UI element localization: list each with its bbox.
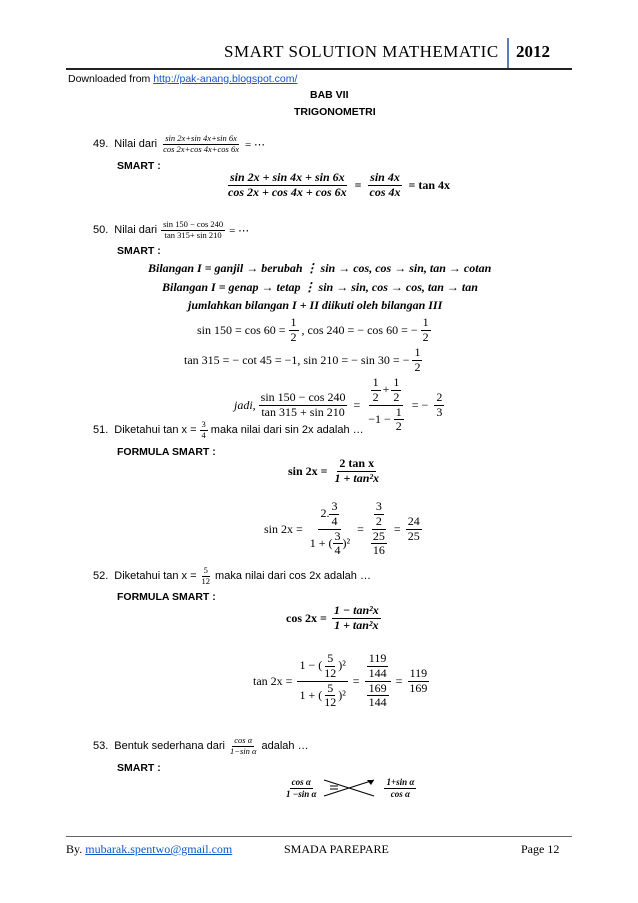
- q50-half-1-den: 2: [290, 329, 297, 344]
- blog-link[interactable]: http://pak-anang.blogspot.com/: [153, 73, 298, 85]
- q51-calc-num-frac-num: 3: [331, 499, 338, 513]
- q52-mid-bot-den: 144: [368, 695, 387, 710]
- q52-formula-label: FORMULA SMART :: [117, 591, 216, 603]
- q49-tail: = ⋯: [245, 138, 265, 151]
- q52-calc-num-frac-den: 12: [324, 665, 337, 680]
- q50-line1-b: , cos 240 = − cos 60 = −: [301, 322, 418, 337]
- q51-formula-den: 1 + tan²x: [334, 470, 379, 485]
- q52-mid-den: [365, 682, 391, 711]
- q52-formula-num: 1 − tan²x: [333, 603, 379, 617]
- q50-half-3-den: 2: [414, 359, 421, 374]
- footer-page: Page 12: [521, 842, 560, 856]
- q49-mid-num: sin 4x: [370, 170, 400, 184]
- q50-fraction: [161, 220, 225, 241]
- q49-text: Nilai dari: [114, 138, 158, 151]
- q51-mid-num-frac-den: 2: [375, 513, 382, 528]
- q50-half-4-den: 2: [372, 389, 379, 404]
- q50-half-6-num: 1: [395, 404, 402, 419]
- q50-half-5: [391, 376, 401, 405]
- q51-mid-num-frac-num: 3: [375, 499, 382, 513]
- q49-smart-label: SMART :: [117, 160, 161, 172]
- q52-calc-den-frac: [322, 682, 338, 711]
- cross-arrow-icon: [322, 775, 380, 801]
- q51-formula-fraction: [333, 457, 381, 486]
- q51-prompt: [93, 420, 364, 441]
- footer-email-link[interactable]: mubarak.spentwo@gmail.com: [85, 842, 233, 856]
- q51-calc-num-frac: [329, 500, 339, 529]
- q52-formula-den: 1 + tan²x: [334, 617, 379, 632]
- chapter-topic: TRIGONOMETRI: [294, 106, 376, 118]
- footer-by: By.: [66, 842, 86, 856]
- q52-given-fraction: [200, 566, 213, 587]
- q52-formula: [286, 604, 381, 633]
- q51-calc-left: sin 2x =: [264, 521, 303, 536]
- q49-result: = tan 4x: [408, 177, 451, 192]
- q50-rule-2: Bilangan I = genap → tetap ⋮ sin → sin, cos → cos, tan → tan: [162, 280, 478, 294]
- q51-mid-num-frac: [374, 500, 384, 529]
- q52-mid-top-frac: [367, 652, 389, 681]
- q52-formula-left: cos 2x =: [286, 610, 327, 625]
- q52-calc-den-frac-den: 12: [324, 695, 337, 710]
- q51-calc-den-frac: [333, 530, 343, 559]
- q50-jadi-num: sin 150 − cos 240: [260, 389, 346, 404]
- q53-text-a: Bentuk sederhana dari: [114, 740, 225, 753]
- q50-jadi-den: tan 315 + sin 210: [261, 404, 345, 419]
- q52-result-den: 169: [409, 680, 428, 695]
- q51-result-num: 24: [407, 513, 420, 528]
- q51-result-den: 25: [407, 528, 420, 543]
- q50-half-5-den: 2: [393, 389, 400, 404]
- q52-mid-num: [365, 652, 391, 682]
- q50-line-1: [197, 316, 431, 345]
- q50-number: 50.: [93, 224, 109, 237]
- q49-mid-fraction: [368, 171, 403, 200]
- q50-jadi: jadi, $\frac{\sin 150 - \cos 240}{\tan 315 + \sin 210}$ = $\frac{1}{2}$ + $\frac{1}{2}$ −1 − $\frac{1}{2}$ = − $\frac{2}{3}$: [234, 375, 443, 434]
- q50-line-2: [184, 346, 422, 375]
- q52-calc-num: 1 − ( $\frac{5}{12}$ )²: [299, 651, 346, 680]
- q52-text-a: Diketahui tan x =: [114, 570, 197, 583]
- q51-calc-den-frac-num: 3: [334, 528, 341, 543]
- q50-tail: = ⋯: [229, 224, 250, 237]
- q52-mid-bot-frac: [367, 682, 389, 711]
- q50-compound-num: $\frac{1}{2}$ + $\frac{1}{2}$: [369, 376, 404, 406]
- q52-mid-top-den: 144: [368, 665, 387, 680]
- q52-calc-left: tan 2x =: [253, 673, 293, 688]
- q53-left-fraction: [284, 777, 318, 799]
- q50-line1-a: sin 150 = cos 60 =: [197, 322, 286, 337]
- q51-calc-fraction: [308, 500, 352, 558]
- q53-prompt: [93, 736, 309, 757]
- q51-formula-left: sin 2x =: [288, 463, 328, 478]
- q50-final-fraction: [434, 391, 444, 420]
- q51-mid-den-frac-den: 16: [372, 543, 385, 558]
- q50-half-5-num: 1: [393, 375, 400, 389]
- q50-half-2-num: 1: [422, 315, 429, 329]
- q50-half-6: [394, 406, 404, 435]
- downloaded-prefix: Downloaded from: [68, 73, 154, 85]
- header-rule: [66, 68, 572, 70]
- q52-given-den: 12: [201, 575, 211, 586]
- q51-text-b: maka nilai dari sin 2x adalah …: [210, 424, 364, 437]
- q52-result-num: 119: [409, 665, 428, 680]
- q50-half-3-num: 1: [414, 345, 421, 359]
- q52-number: 52.: [93, 570, 109, 583]
- q50-compound-den: −1 − $\frac{1}{2}$: [368, 404, 402, 434]
- q52-calc-den-frac-num: 5: [327, 680, 334, 695]
- downloaded-from: [68, 73, 297, 85]
- q52-text-b: maka nilai dari cos 2x adalah …: [215, 570, 371, 583]
- q53-left-den: 1 −sin α: [286, 788, 317, 799]
- q51-mid-den-frac-num: 25: [372, 528, 385, 543]
- q53-right-num: 1+sin α: [386, 777, 415, 788]
- header-divider-vertical: [507, 38, 509, 68]
- q52-calc-den: 1 + ( $\frac{5}{12}$ )²: [299, 680, 346, 710]
- q52-calc-fraction: [297, 652, 347, 710]
- q52-mid-bot-num: 169: [368, 680, 387, 695]
- q50-smart-label: SMART :: [117, 245, 161, 257]
- footer-school: SMADA PAREPARE: [284, 842, 389, 856]
- q53-cross-arrow: [322, 775, 380, 801]
- q53-smart-label: SMART :: [117, 762, 161, 774]
- q51-number: 51.: [93, 424, 109, 437]
- q51-mid-den-frac: [371, 530, 387, 559]
- q51-given-den: 4: [201, 429, 206, 440]
- q52-given-num: 5: [203, 565, 208, 575]
- footer-rule: [66, 836, 572, 837]
- q50-den: tan 315+ sin 210: [164, 229, 222, 240]
- q50-final-num: 2: [436, 389, 443, 404]
- q51-calc-den-frac-den: 4: [334, 543, 341, 558]
- q50-rule-1: Bilangan I = ganjil → berubah ⋮ sin → cos, cos → sin, tan → cotan: [148, 261, 492, 275]
- q53-number: 53.: [93, 740, 109, 753]
- q50-half-2: [421, 316, 431, 345]
- q51-calc-num: 2. $\frac{3}{4}$: [318, 500, 341, 530]
- q50-final-den: 3: [436, 404, 443, 419]
- q51-calc-num-frac-den: 4: [331, 513, 338, 528]
- q50-half-1: [289, 316, 299, 345]
- q50-rule-3: jumlahkan bilangan I + II diikuti oleh bilangan III: [188, 298, 443, 312]
- q53-left-num: cos α: [291, 777, 311, 788]
- q49-fraction: [161, 134, 241, 155]
- q53-right-fraction: [384, 777, 416, 799]
- q49-number: 49.: [93, 138, 109, 151]
- q52-result-fraction: [407, 667, 429, 696]
- q51-calc: sin 2x = 2. $\frac{3}{4}$ 1 + ( $\frac{3}{4}$ )² = $\frac{\frac{3}{2}}{\frac{25}{16}}$ = $\frac{24}{25}$: [264, 499, 420, 558]
- footer-author: [66, 842, 232, 857]
- q50-jadi-word: jadi,: [234, 397, 256, 412]
- q52-mid-fraction: [365, 652, 391, 710]
- q52-calc: tan 2x = 1 − ( $\frac{5}{12}$ )² 1 + ( $\frac{5}{12}$ )² = $\frac{\frac{119}{144}}{\frac{169}{144}}$ = $\frac{119}{169}$: [253, 651, 428, 710]
- q49-ans-num: sin 2x + sin 4x + sin 6x: [229, 170, 345, 184]
- q49-ans-fraction: [226, 171, 349, 200]
- q52-mid-top-num: 119: [368, 651, 387, 665]
- q51-given-num: 3: [201, 419, 206, 429]
- q53-answer: [284, 775, 416, 801]
- q49-prompt: [93, 134, 265, 155]
- q50-half-3: [412, 346, 422, 375]
- q50-line2-a: tan 315 = − cot 45 = −1, sin 210 = − sin 30 = −: [184, 352, 410, 367]
- q49-mid-den: cos 4x: [369, 184, 401, 199]
- q49-num: sin 2x+sin 4x+sin 6x: [165, 133, 237, 143]
- q51-mid-num: [372, 500, 386, 530]
- q51-mid-fraction: [369, 500, 389, 558]
- q53-text-b: adalah …: [261, 740, 309, 753]
- q51-formula: [288, 457, 381, 486]
- q51-result-fraction: [406, 515, 422, 544]
- q51-calc-den: 1 + ( $\frac{3}{4}$ )²: [309, 528, 351, 558]
- q50-prompt: [93, 220, 249, 241]
- q50-half-1-num: 1: [290, 315, 297, 329]
- q50-num: sin 150 − cos 240: [163, 219, 224, 229]
- q50-half-4: [371, 376, 381, 405]
- header-year: 2012: [516, 42, 550, 61]
- q52-formula-fraction: [332, 604, 381, 633]
- q52-prompt: [93, 566, 371, 587]
- q51-given-fraction: [200, 420, 208, 441]
- q51-formula-num: 2 tan x: [339, 456, 375, 470]
- q51-text-a: Diketahui tan x =: [114, 424, 197, 437]
- q53-given-fraction: [228, 736, 259, 757]
- q51-formula-label: FORMULA SMART :: [117, 446, 216, 458]
- header-title: SMART SOLUTION MATHEMATIC: [224, 42, 499, 61]
- q51-mid-den: [369, 530, 389, 559]
- q53-given-den: 1−sin α: [229, 745, 257, 756]
- q50-text: Nilai dari: [114, 224, 158, 237]
- q50-jadi-fraction: [259, 391, 348, 420]
- q50-half-2-den: 2: [422, 329, 429, 344]
- q49-answer: $\frac{\sin 2x + \sin 4x + \sin 6x}{\cos 2x + \cos 4x + \cos 6x}$ = $\frac{\sin 4x}{\cos 4x}$ = tan 4x: [228, 170, 451, 199]
- q52-calc-num-frac: [322, 652, 338, 681]
- chapter-bab: BAB VII: [310, 89, 349, 101]
- q49-ans-den: cos 2x + cos 4x + cos 6x: [228, 184, 347, 199]
- q53-given-num: cos α: [234, 735, 253, 745]
- q50-compound-fraction: [366, 376, 406, 434]
- q50-half-4-num: 1: [372, 375, 379, 389]
- q50-half-6-den: 2: [395, 419, 402, 434]
- q52-calc-num-frac-num: 5: [327, 651, 334, 665]
- q53-right-den: cos α: [390, 788, 410, 799]
- q49-den: cos 2x+cos 4x+cos 6x: [163, 143, 240, 154]
